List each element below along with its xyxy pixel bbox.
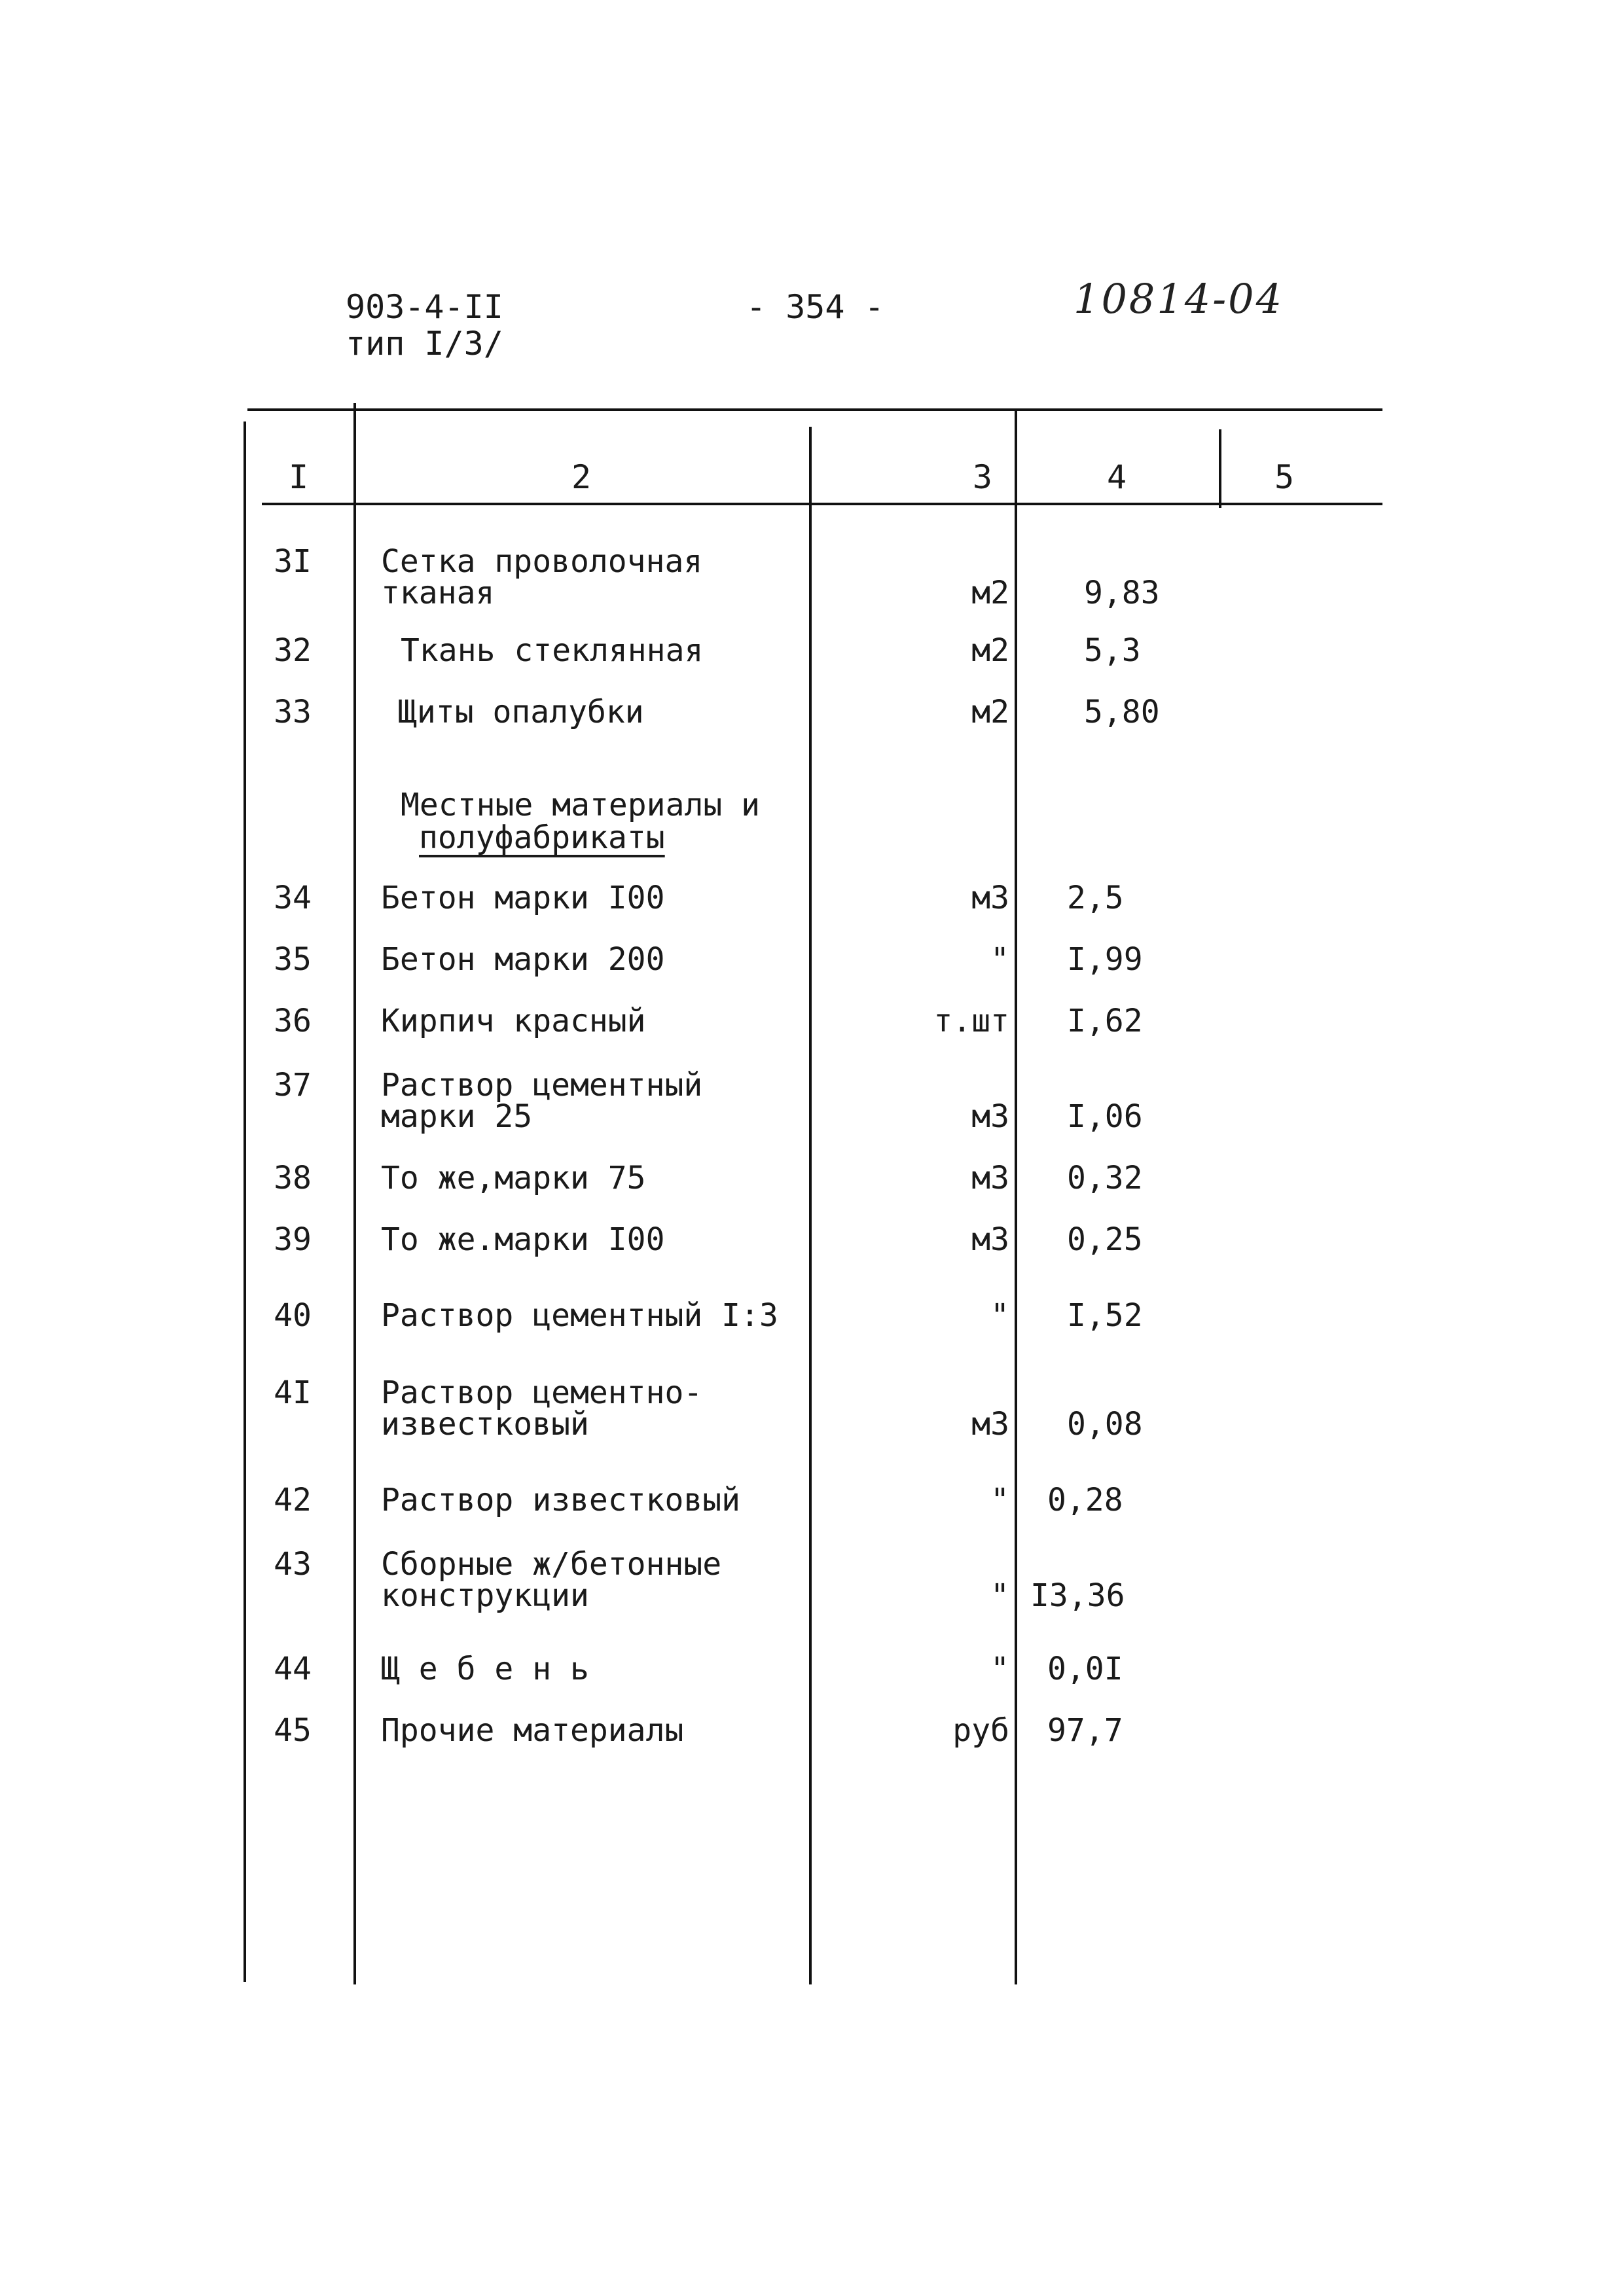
unit: руб — [952, 1712, 1009, 1749]
table-row — [0, 1221, 1624, 1258]
quantity: I3,36 — [1030, 1577, 1125, 1614]
quantity: 97,7 — [1047, 1712, 1123, 1749]
table-row — [0, 1546, 1624, 1614]
quantity: I,62 — [1067, 1003, 1143, 1039]
table-top-rule — [247, 408, 1382, 411]
column-divider-3 — [809, 427, 812, 1984]
column-header-1: I — [288, 458, 309, 496]
row-number: 43 — [274, 1546, 312, 1583]
section-title: Местные материалы и — [401, 787, 761, 823]
page-number: - 354 - — [746, 288, 884, 326]
quantity: 0,25 — [1067, 1221, 1143, 1258]
row-number: 36 — [274, 1003, 312, 1039]
column-divider-4 — [1015, 411, 1017, 1984]
quantity: 5,3 — [1084, 632, 1141, 669]
material-name: То же,марки 75 — [381, 1160, 646, 1196]
column-header-2: 2 — [571, 458, 592, 496]
row-number: 45 — [274, 1712, 312, 1749]
unit: " — [990, 1482, 1009, 1518]
quantity: 0,32 — [1067, 1160, 1143, 1196]
row-number: 35 — [274, 941, 312, 978]
unit: " — [990, 1297, 1009, 1334]
quantity: 9,83 — [1084, 575, 1160, 611]
row-number: 34 — [274, 880, 312, 916]
material-name: Раствор известковый — [381, 1482, 741, 1518]
material-name: Раствор цементный — [381, 1067, 703, 1103]
quantity: 5,80 — [1084, 694, 1160, 730]
row-number: 38 — [274, 1160, 312, 1196]
table-row — [0, 1374, 1624, 1443]
material-name: То же.марки I00 — [381, 1221, 665, 1258]
table-row — [0, 543, 1624, 611]
document-type: тип I/3/ — [346, 325, 503, 363]
material-name: Сбoрные ж/бетонные — [381, 1546, 722, 1583]
unit: м3 — [971, 1160, 1009, 1196]
unit: м3 — [971, 1098, 1009, 1135]
table-header-rule — [262, 503, 1382, 505]
material-name: Щиты опалубки — [398, 694, 644, 730]
row-number: 42 — [274, 1482, 312, 1518]
row-number: 37 — [274, 1067, 312, 1103]
material-name: Кирпич красный — [381, 1003, 646, 1039]
material-name: Прочие материалы — [381, 1712, 684, 1749]
quantity: 0,0I — [1047, 1651, 1123, 1687]
quantity: I,99 — [1067, 941, 1143, 978]
unit: м3 — [971, 1221, 1009, 1258]
section-title-continued: полуфабрикаты — [419, 819, 665, 856]
material-name-continued: ткaная — [381, 575, 495, 611]
row-number: 3I — [274, 543, 312, 580]
quantity: 0,28 — [1047, 1482, 1123, 1518]
quantity: I,52 — [1067, 1297, 1143, 1334]
quantity: I,06 — [1067, 1098, 1143, 1135]
table-row — [0, 632, 1624, 669]
unit: м2 — [971, 694, 1009, 730]
row-number: 39 — [274, 1221, 312, 1258]
unit: " — [990, 1651, 1009, 1687]
unit: " — [990, 1577, 1009, 1614]
material-name: Щ е б е н ь — [381, 1651, 589, 1687]
row-number: 40 — [274, 1297, 312, 1334]
unit: м2 — [971, 632, 1009, 669]
document-code: 903-4-II — [346, 288, 503, 326]
unit: м3 — [971, 880, 1009, 916]
unit: т.шт — [933, 1003, 1009, 1039]
material-name-continued: конструкции — [381, 1577, 589, 1614]
row-number: 4I — [274, 1374, 312, 1411]
material-name-continued: известковый — [381, 1406, 589, 1443]
material-name: Бетон марки 200 — [381, 941, 665, 978]
unit: м3 — [971, 1406, 1009, 1443]
material-name: Бетон марки I00 — [381, 880, 665, 916]
row-number: 33 — [274, 694, 312, 730]
row-number: 44 — [274, 1651, 312, 1687]
quantity: 0,08 — [1067, 1406, 1143, 1443]
table-row — [0, 1712, 1624, 1749]
material-name: Раствор цементный I:3 — [381, 1297, 778, 1334]
row-number: 32 — [274, 632, 312, 669]
unit: " — [990, 941, 1009, 978]
column-header-3: 3 — [972, 458, 992, 496]
material-name: Сетка проволочная — [381, 543, 703, 580]
handwritten-document-id: 10814-04 — [1074, 275, 1284, 323]
table-row — [0, 941, 1624, 978]
material-name: Раствор цементно- — [381, 1374, 703, 1411]
column-header-4: 4 — [1106, 458, 1127, 496]
quantity: 2,5 — [1067, 880, 1124, 916]
column-header-5: 5 — [1274, 458, 1295, 496]
column-divider-2 — [353, 403, 356, 1984]
material-name: Ткань стеклянная — [401, 632, 704, 669]
table-row — [0, 1297, 1624, 1334]
material-name-continued: марки 25 — [381, 1098, 533, 1135]
unit: м2 — [971, 575, 1009, 611]
